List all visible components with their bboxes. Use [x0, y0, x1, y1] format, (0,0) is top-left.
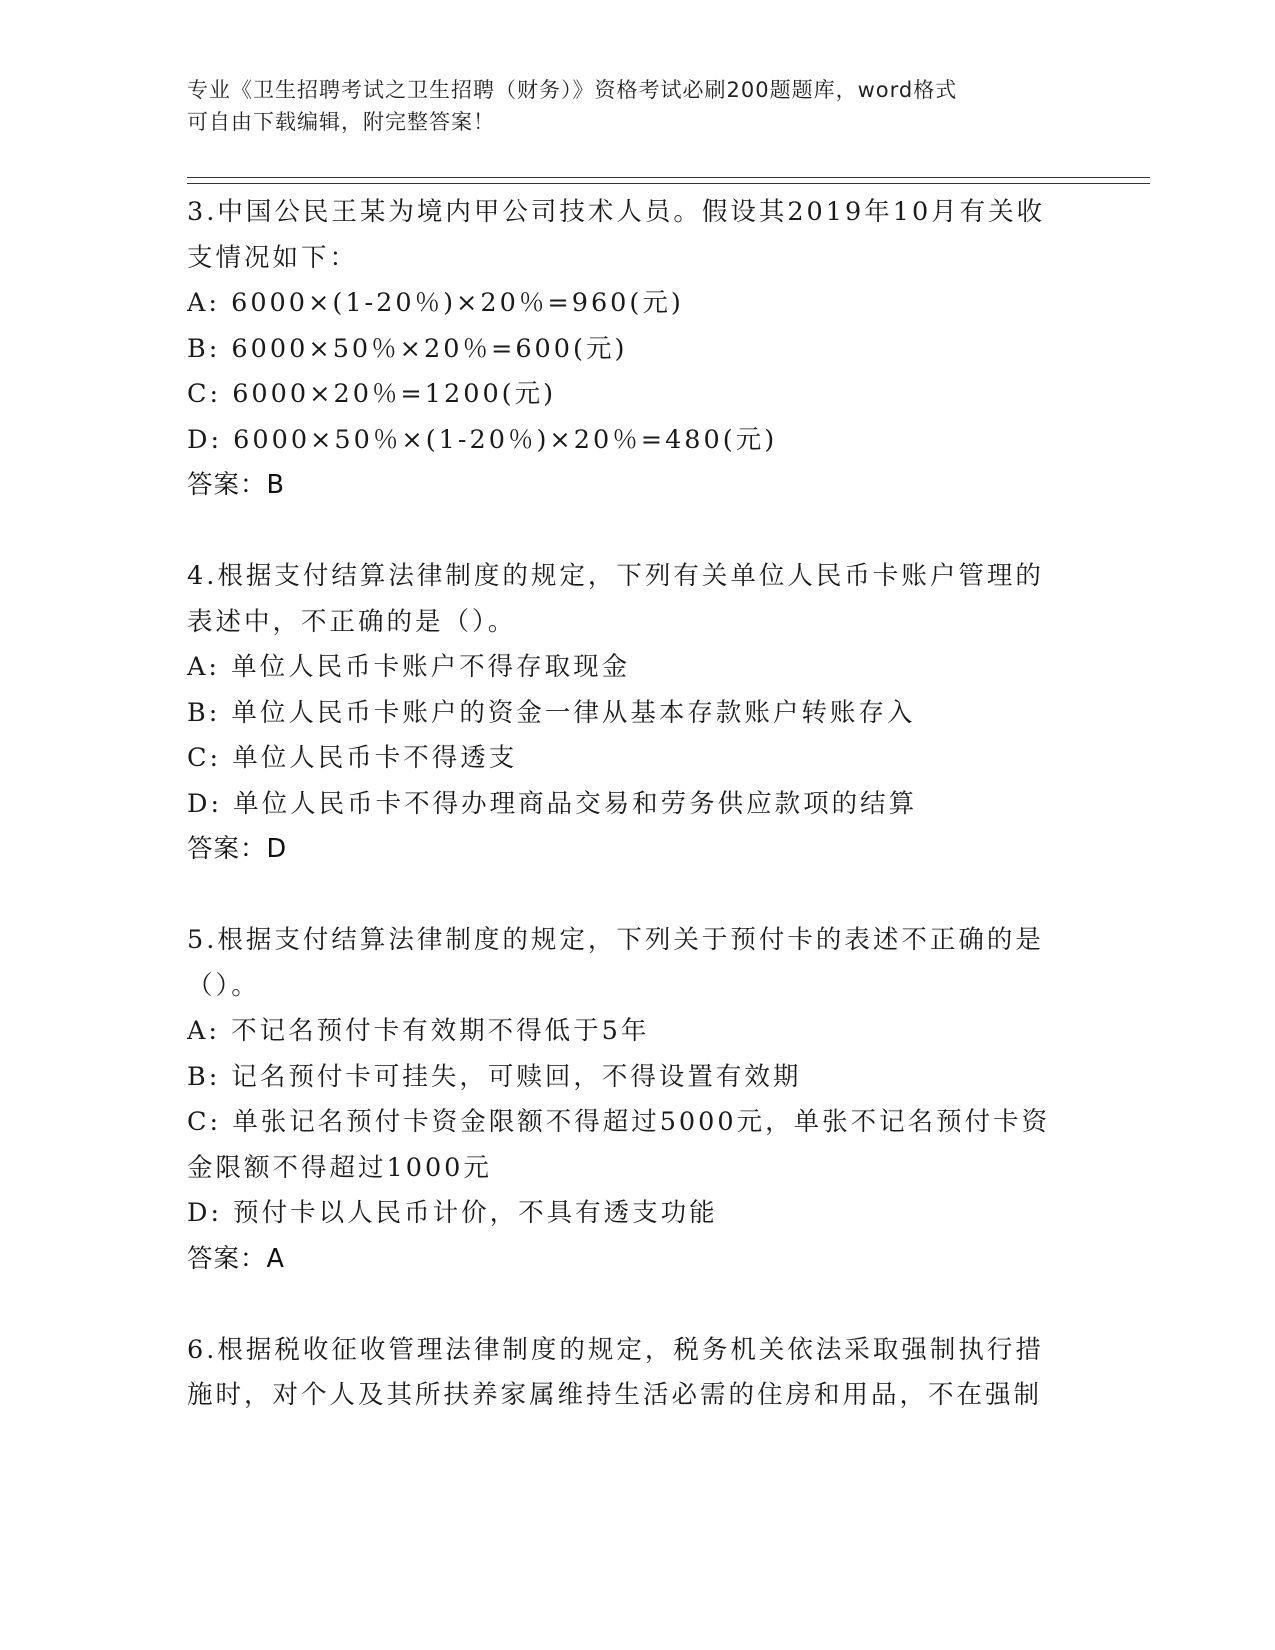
answer-line: 答案：D: [187, 834, 288, 864]
header-rule-top: [187, 177, 1150, 178]
spacer: [187, 873, 1077, 919]
option-c: C: 单位人民币卡不得透支: [187, 743, 518, 773]
question-stem-line: 3.中国公民王某为境内甲公司技术人员。假设其2019年10月有关收: [187, 197, 1046, 227]
header-line-1: 专业《卫生招聘考试之卫生招聘（财务）》资格考试必刷200题题库，word格式: [187, 78, 958, 102]
option-a: A: 不记名预付卡有效期不得低于5年: [187, 1016, 650, 1046]
question-stem-line: 5.根据支付结算法律制度的规定，下列关于预付卡的表述不正确的是: [187, 925, 1044, 955]
option-c: C: 6000×20％=1200(元): [187, 379, 557, 409]
option-b: B: 记名预付卡可挂失，可赎回，不得设置有效期: [187, 1061, 802, 1092]
question-stem-line: 表述中，不正确的是（）。: [187, 606, 517, 637]
question-stem-line: 6.根据税收征收管理法律制度的规定，税务机关依法采取强制执行措: [187, 1334, 1044, 1365]
option-b: B: 单位人民币卡账户的资金一律从基本存款账户转账存入: [187, 697, 916, 728]
option-c-continued: 金限额不得超过1000元: [187, 1152, 492, 1183]
header-rule-bottom: [187, 183, 1150, 184]
question-list: [187, 190, 1077, 1419]
option-b: B: 6000×50％×20％=600(元): [187, 333, 628, 364]
answer-line: 答案：B: [187, 470, 285, 500]
header-line-2: 可自由下载编辑，附完整答案！: [187, 110, 495, 134]
question-5: [187, 918, 1077, 1282]
option-d: D: 6000×50％×(1-20％)×20％=480(元): [187, 424, 778, 455]
question-4: [187, 554, 1077, 873]
option-d: D: 单位人民币卡不得办理商品交易和劳务供应款项的结算: [187, 788, 918, 819]
option-d: D: 预付卡以人民币计价，不具有透支功能: [187, 1198, 718, 1228]
question-stem-line: 支情况如下：: [187, 242, 359, 273]
answer-line: 答案：A: [187, 1243, 285, 1274]
question-3: [187, 190, 1077, 509]
question-stem-line: （）。: [187, 970, 260, 1001]
option-a: A: 单位人民币卡账户不得存取现金: [187, 652, 631, 682]
question-stem-line: 施时，对个人及其所扶养家属维持生活必需的住房和用品，不在强制: [187, 1380, 1043, 1410]
document-header: [187, 74, 1067, 138]
option-a: A: 6000×(1-20％)×20％=960(元): [187, 288, 684, 318]
option-c: C: 单张记名预付卡资金限额不得超过5000元，单张不记名预付卡资: [187, 1107, 1051, 1137]
spacer: [187, 1282, 1077, 1328]
spacer: [187, 509, 1077, 555]
question-6: [187, 1328, 1077, 1419]
question-stem-line: 4.根据支付结算法律制度的规定，下列有关单位人民币卡账户管理的: [187, 561, 1044, 591]
